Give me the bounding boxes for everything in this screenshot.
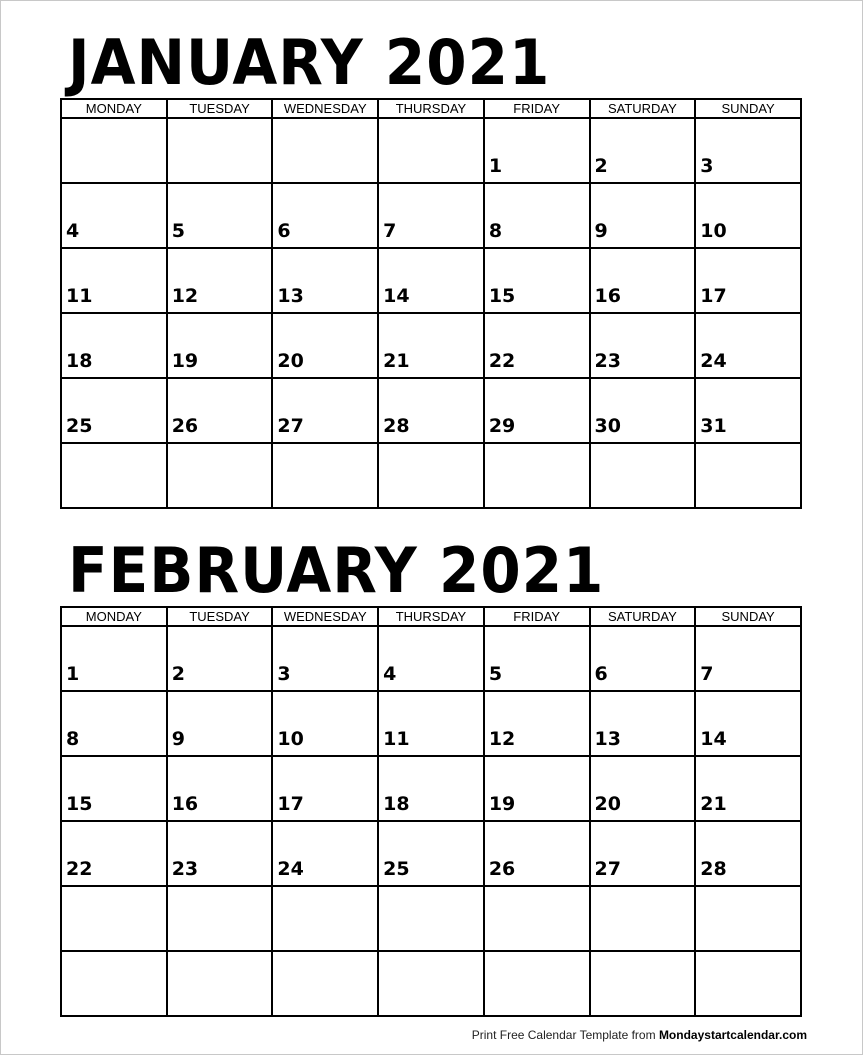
day-number — [62, 944, 166, 950]
day-cell — [484, 248, 590, 313]
weekday-header: MONDAY — [61, 99, 167, 118]
day-cell — [378, 118, 484, 183]
day-number — [591, 944, 695, 950]
day-cell — [61, 248, 167, 313]
day-cell — [272, 118, 378, 183]
weekday-header: SATURDAY — [590, 99, 696, 118]
day-cell — [167, 378, 273, 443]
day-number: 31 — [700, 415, 727, 437]
day-cell — [484, 626, 590, 691]
day-cell — [695, 691, 801, 756]
week-row — [61, 183, 801, 248]
week-row — [61, 691, 801, 756]
day-number: 24 — [700, 350, 727, 372]
day-cell — [590, 886, 696, 951]
day-number — [168, 944, 272, 950]
day-number — [273, 1009, 377, 1015]
day-cell — [61, 626, 167, 691]
day-cell — [272, 886, 378, 951]
calendar-grid — [60, 98, 802, 509]
day-cell — [272, 691, 378, 756]
calendar-grid — [60, 606, 802, 1017]
day-cell — [590, 313, 696, 378]
day-cell — [590, 118, 696, 183]
footer-prefix: Print Free Calendar Template from — [471, 1028, 659, 1042]
week-row — [61, 886, 801, 951]
day-cell — [695, 821, 801, 886]
day-cell — [590, 443, 696, 508]
day-cell — [167, 313, 273, 378]
day-cell — [590, 821, 696, 886]
day-number — [62, 176, 166, 182]
day-cell — [378, 443, 484, 508]
day-number: 22 — [488, 350, 516, 372]
day-cell — [590, 756, 696, 821]
day-number — [379, 944, 483, 950]
weekday-header-row — [61, 99, 801, 118]
day-number: 10 — [277, 728, 304, 750]
day-number: 21 — [383, 350, 410, 372]
day-cell — [272, 248, 378, 313]
day-number: 15 — [488, 285, 516, 307]
day-cell — [378, 886, 484, 951]
day-number — [485, 1009, 589, 1015]
day-number: 5 — [488, 663, 503, 685]
footer-credit — [472, 1028, 807, 1042]
day-number: 15 — [66, 793, 93, 815]
day-cell — [484, 378, 590, 443]
day-cell — [167, 626, 273, 691]
week-row — [61, 313, 801, 378]
day-number: 9 — [171, 728, 185, 750]
day-number: 10 — [700, 220, 727, 242]
week-row — [61, 248, 801, 313]
day-cell — [695, 951, 801, 1016]
weekday-header: SATURDAY — [590, 607, 696, 626]
day-cell — [167, 951, 273, 1016]
day-number: 24 — [277, 858, 304, 880]
footer-site-link[interactable]: Mondaystartcalendar.com — [658, 1028, 807, 1042]
day-number — [379, 1009, 483, 1015]
day-number: 23 — [594, 350, 621, 372]
day-cell — [167, 886, 273, 951]
day-number: 3 — [277, 663, 291, 685]
day-cell — [484, 443, 590, 508]
day-number: 19 — [171, 350, 199, 372]
day-number — [696, 944, 800, 950]
day-number — [591, 1009, 695, 1015]
day-number — [168, 1009, 272, 1015]
weekday-header: THURSDAY — [378, 99, 484, 118]
day-number: 26 — [488, 858, 516, 880]
day-cell — [484, 691, 590, 756]
day-number: 6 — [277, 220, 291, 242]
day-number: 13 — [594, 728, 621, 750]
day-cell — [695, 626, 801, 691]
day-number — [273, 944, 377, 950]
day-number — [485, 501, 589, 507]
day-cell — [378, 313, 484, 378]
day-number: 25 — [66, 415, 93, 437]
day-number: 2 — [171, 663, 185, 685]
day-number: 20 — [594, 793, 621, 815]
day-number: 13 — [277, 285, 304, 307]
day-cell — [695, 378, 801, 443]
day-number — [485, 944, 589, 950]
day-number: 25 — [383, 858, 410, 880]
day-number — [379, 176, 483, 182]
day-number: 5 — [171, 220, 185, 242]
weekday-header: THURSDAY — [378, 607, 484, 626]
day-cell — [590, 691, 696, 756]
day-cell — [378, 183, 484, 248]
day-cell — [61, 118, 167, 183]
day-number: 17 — [277, 793, 304, 815]
day-cell — [61, 886, 167, 951]
day-cell — [272, 313, 378, 378]
week-row — [61, 378, 801, 443]
day-cell — [484, 886, 590, 951]
day-cell — [167, 248, 273, 313]
day-number: 26 — [171, 415, 199, 437]
day-number — [273, 176, 377, 182]
month-title: JANUARY 2021 — [68, 25, 551, 100]
day-cell — [167, 443, 273, 508]
day-number: 17 — [700, 285, 727, 307]
day-cell — [484, 821, 590, 886]
day-cell — [167, 821, 273, 886]
day-number: 8 — [488, 220, 503, 242]
day-number: 28 — [700, 858, 727, 880]
day-cell — [167, 756, 273, 821]
day-number: 20 — [277, 350, 304, 372]
day-cell — [272, 378, 378, 443]
day-cell — [272, 443, 378, 508]
day-cell — [272, 821, 378, 886]
day-cell — [378, 691, 484, 756]
day-number: 16 — [171, 793, 199, 815]
weekday-header: TUESDAY — [167, 607, 273, 626]
day-number: 8 — [66, 728, 80, 750]
day-number: 22 — [66, 858, 93, 880]
day-cell — [61, 443, 167, 508]
day-cell — [61, 378, 167, 443]
day-cell — [61, 951, 167, 1016]
day-number: 21 — [700, 793, 727, 815]
day-cell — [590, 626, 696, 691]
day-cell — [378, 626, 484, 691]
day-number: 28 — [383, 415, 410, 437]
day-cell — [378, 756, 484, 821]
day-cell — [484, 313, 590, 378]
day-cell — [61, 183, 167, 248]
day-number: 14 — [700, 728, 727, 750]
day-number: 19 — [488, 793, 516, 815]
weekday-header: WEDNESDAY — [272, 607, 378, 626]
week-row — [61, 821, 801, 886]
weekday-header: WEDNESDAY — [272, 99, 378, 118]
day-number: 12 — [488, 728, 516, 750]
week-row — [61, 118, 801, 183]
day-number: 9 — [594, 220, 608, 242]
day-number — [696, 1009, 800, 1015]
weekday-header: MONDAY — [61, 607, 167, 626]
weekday-header: SUNDAY — [695, 99, 801, 118]
week-row — [61, 756, 801, 821]
day-number: 7 — [383, 220, 397, 242]
day-cell — [167, 118, 273, 183]
day-number — [379, 501, 483, 507]
day-cell — [590, 951, 696, 1016]
day-cell — [61, 313, 167, 378]
weekday-header: SUNDAY — [695, 607, 801, 626]
day-number: 4 — [383, 663, 397, 685]
week-row — [61, 951, 801, 1016]
day-cell — [590, 378, 696, 443]
day-cell — [695, 248, 801, 313]
day-number — [696, 501, 800, 507]
day-cell — [61, 691, 167, 756]
day-number: 16 — [594, 285, 621, 307]
day-number: 27 — [277, 415, 304, 437]
week-row — [61, 443, 801, 508]
day-number: 11 — [66, 285, 93, 307]
day-cell — [695, 886, 801, 951]
week-row — [61, 626, 801, 691]
weekday-header: FRIDAY — [484, 99, 590, 118]
day-cell — [167, 183, 273, 248]
day-number: 11 — [383, 728, 410, 750]
day-cell — [695, 183, 801, 248]
weekday-header: FRIDAY — [484, 607, 590, 626]
day-cell — [272, 183, 378, 248]
day-number: 12 — [171, 285, 199, 307]
day-number — [273, 501, 377, 507]
day-number: 1 — [488, 155, 503, 177]
weekday-header-row — [61, 607, 801, 626]
day-cell — [695, 443, 801, 508]
day-cell — [272, 756, 378, 821]
day-cell — [61, 756, 167, 821]
day-number: 14 — [383, 285, 410, 307]
day-cell — [272, 951, 378, 1016]
day-cell — [695, 756, 801, 821]
day-number — [168, 176, 272, 182]
day-cell — [167, 691, 273, 756]
day-number — [62, 501, 166, 507]
day-cell — [378, 378, 484, 443]
day-number — [62, 1009, 166, 1015]
day-number: 7 — [700, 663, 714, 685]
day-number: 23 — [171, 858, 199, 880]
day-number: 2 — [594, 155, 608, 177]
day-cell — [61, 821, 167, 886]
day-cell — [695, 118, 801, 183]
day-number: 29 — [488, 415, 516, 437]
day-cell — [378, 951, 484, 1016]
day-number: 6 — [594, 663, 608, 685]
day-cell — [484, 118, 590, 183]
day-cell — [378, 821, 484, 886]
day-cell — [695, 313, 801, 378]
day-number: 4 — [66, 220, 80, 242]
weekday-header: TUESDAY — [167, 99, 273, 118]
day-number — [591, 501, 695, 507]
day-cell — [484, 183, 590, 248]
day-cell — [378, 248, 484, 313]
day-cell — [484, 951, 590, 1016]
day-number: 30 — [594, 415, 621, 437]
day-cell — [590, 248, 696, 313]
day-number: 18 — [66, 350, 93, 372]
day-number — [168, 501, 272, 507]
day-number: 27 — [594, 858, 621, 880]
day-cell — [272, 626, 378, 691]
month-title: FEBRUARY 2021 — [68, 533, 605, 608]
day-number: 18 — [383, 793, 410, 815]
day-number: 3 — [700, 155, 714, 177]
day-cell — [590, 183, 696, 248]
day-cell — [484, 756, 590, 821]
day-number: 1 — [66, 663, 80, 685]
